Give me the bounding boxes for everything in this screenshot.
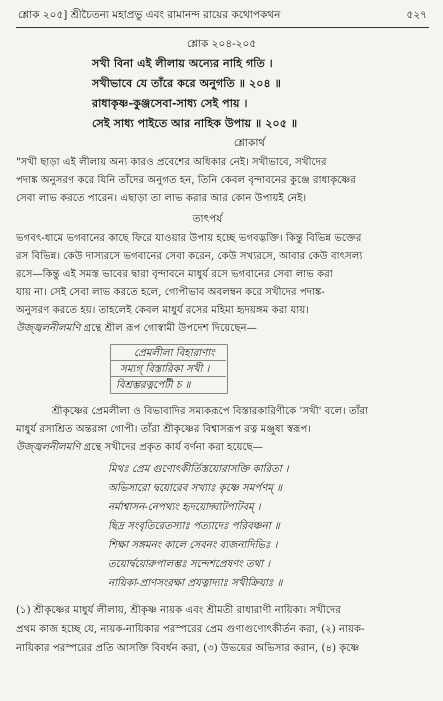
sanskrit-list-line: ছিদ্র সংবৃতিরেতস্যাঃ পত্যাদেঃ পরিবঞ্চনা ॥ [108,521,280,532]
running-header [18,8,427,24]
verse-line: রাধাকৃষ্ণ-কুঞ্জসেবা-সাধ্য সেই পায় । [92,96,248,110]
sanskrit-list-line: মিথঃ প্রেম গুণোৎকীর্তিস্তয়োরাসক্তি কারিতা । [108,464,289,475]
sanskrit-list-line: নায়িকা-প্রাণসংরক্ষা প্রযত্নাদ্যাঃ সখীক্রিয়াঃ ॥ [108,578,283,589]
purport-heading: তাৎপর্য [192,213,223,225]
sanskrit-list-line: তয়োর্দ্বয়োরুপালম্ভঃ সন্দেশপ্রেষণং তথা । [108,559,270,570]
sanskrit-list-line: শিক্ষা সঙ্গমনং কালে সেবনং ব্যজনাদিভিঃ । [108,540,278,551]
translation-line: "সখী ছাড়া এই লীলায় অন্য কারও প্রবেশের অধিকার নেই। সখীভাবে, সখীদের [16,157,327,168]
sanskrit-line: সম্যগ্‌ বিস্তারিকা সখী । [120,364,210,375]
verse-line: সখীভাবে যে তাঁরে করে অনুগতি ॥ ২০৪ ॥ [92,76,282,90]
paragraph-line: প্রথম কাজ হচ্ছে যে, নায়ক-নায়িকার পরস্পরের প্রেম গুণাগুণোৎকীর্তন করা, (২) নায়ক- [16,624,365,635]
paragraph-line: শ্রীকৃষ্ণের প্রেমলীলা ও বিভাবাদির সম্যকরূপে বিস্তারকারিণীকে 'সখী' বলে। তাঁরা [52,406,369,417]
quote-intro-text: গ্রন্থে শ্রীল রূপ গোস্বামী উপদেশ দিয়েছেন— [80,323,257,334]
translation-heading: শ্লোকার্থ [233,137,266,149]
page-number: ৫২৭ [406,9,427,21]
purport-line: অনুসরণ করতে হয়। তাহলেই কেবল মাধুর্য রসের মহিমা হৃদয়ঙ্গম করা যায়। [16,305,309,316]
purport-line: রস বিভিন্ন। কেউ দাস্যরসে ভগবানের সেবা করেন, কেউ সখ্যরসে, আবার কেউ বাৎসল্য [16,251,363,262]
quote-intro [16,321,257,338]
purport-line: ভগবৎ-ধামে ভগবানের কাছে ফিরে যাওয়ার উপায় হচ্ছে ভগবদ্ভক্তি। কিন্তু বিভিন্ন ভক্তের [16,233,362,244]
paragraph-line: নায়িকার পরস্পরের প্রতি আসক্তি বিবর্ধন করা, (৩) উভয়ের অভিসার করান, (৪) কৃষ্ণে [16,643,360,654]
header-rule [16,27,429,28]
sanskrit-list-line: অভিসারো দ্বয়োরেব সখ্যাঃ কৃষ্ণে সমর্পণম্‌ ॥ [108,483,283,494]
quote-intro-text: গ্রন্থে সখীদের প্রকৃত কার্য বর্ণনা করা হয়েছে— [80,442,263,453]
paragraph-line: (১) শ্রীকৃষ্ণের মাধুর্য লীলায়, শ্রীকৃষ্ণ নায়ক এবং শ্রীমতী রাধারাণী নায়িকা। সখীদের [16,605,341,616]
sanskrit-line: বিশ্রম্ভরত্নপেটী চ ॥ [116,380,191,391]
quote-intro [16,440,263,457]
verse-line: সখী বিনা এই লীলায় অন্যের নাহি গতি । [92,56,273,70]
sanskrit-line: প্রেমলীলা বিহারাণাং [134,348,215,359]
book-title: উজ্জ্বলনীলমণি [16,323,81,334]
verse-line: সেই সাধ্য পাইতে আর নাহিক উপায় ॥ ২০৫ ॥ [92,116,298,130]
purport-line: যায় না। সেই সেবা লাভ করতে হলে, গোপীভাব অবলম্বন করে সখীদের পদাঙ্ক- [16,287,325,298]
header-chapter-title: শ্লোক ২০৫] শ্রীচৈতন্য মহাপ্রভু এবং রামানন্দ রায়ের কথোপকথন [18,9,281,21]
sloka-heading: শ্লোক ২০৪-২০৫ [186,38,257,50]
book-title: উজ্জ্বলনীলমণি [16,442,81,453]
purport-line: রসে—কিন্তু এই সমস্ত ভাবের দ্বারা বৃন্দাবনে মাধুর্য রসে ভগবানের সেবা লাভ করা [16,269,333,280]
sanskrit-list-line: নর্মাশ্বাসন-নেপথ্যং হৃদয়োদ্ঘাটপাটবম্‌ । [108,502,261,513]
paragraph-line: মাধুর্য রসাশ্রিত অন্তরঙ্গা গোপী। তাঁরা শ্রীকৃষ্ণের বিশ্বাসরূপ রত্ন মঞ্জুষা স্বরূপ। [16,424,312,435]
translation-line: পদাঙ্ক অনুসরণ করে যিনি তাঁদের অনুগত হন, তিনি কেবল বৃন্দাবনের কুঞ্জে রাধাকৃষ্ণের [16,175,356,186]
translation-line: সেবা লাভ করতে পারেন। এছাড়া তা লাভ করার আর কোন উপায়ই নেই। [16,193,307,204]
